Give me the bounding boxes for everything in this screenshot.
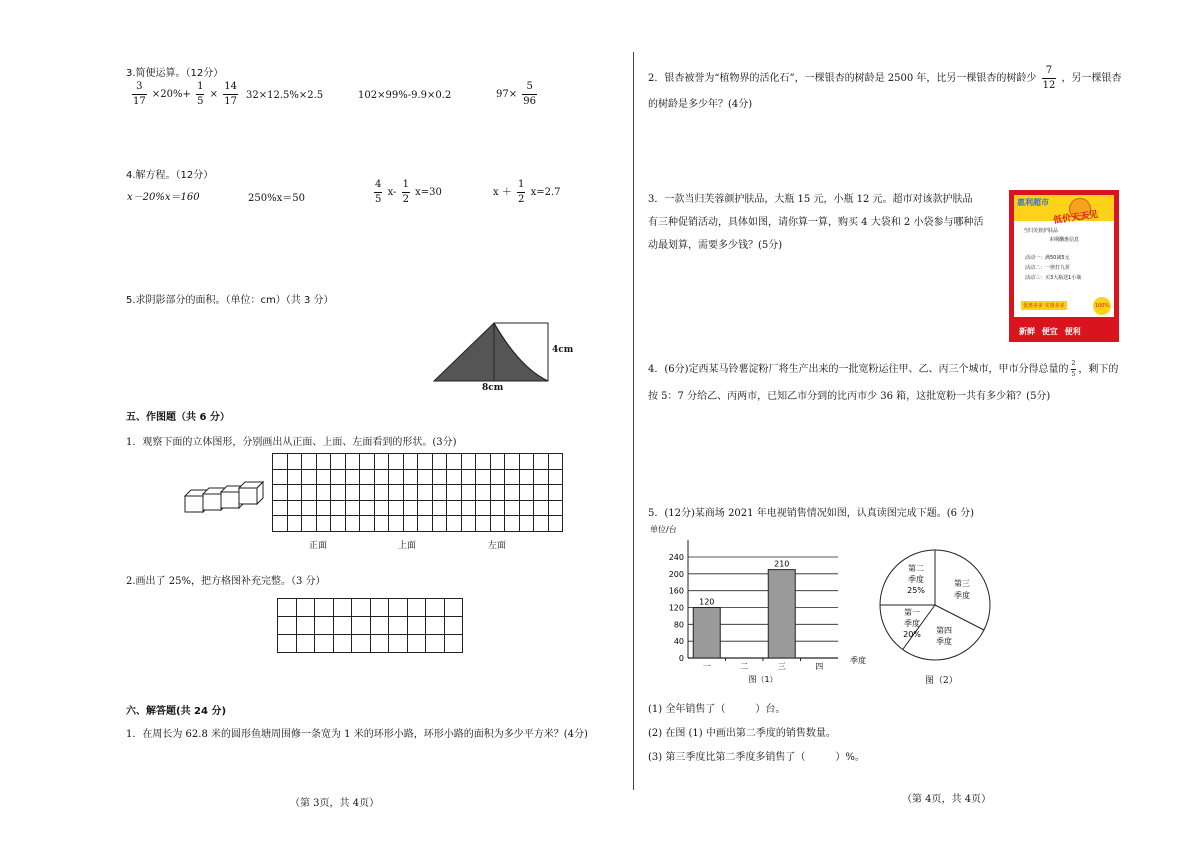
sec5-q2: 2.画出了 25%，把方格图补充完整。（3 分） [126,576,326,587]
grid-cell[interactable] [331,469,346,485]
chart-ytick-label: 80 [673,620,684,630]
grid-cell[interactable] [418,500,433,516]
section6-title: 六、解答题(共 24 分) [126,706,227,717]
grid-cell[interactable] [389,485,404,501]
grid-cell[interactable] [315,599,334,617]
grid-cell[interactable] [418,469,433,485]
grid-cell[interactable] [444,617,463,635]
grid-cell[interactable] [370,635,389,653]
grid-cell[interactable] [534,454,549,470]
grid-cell[interactable] [432,500,447,516]
grid-cell[interactable] [444,599,463,617]
pie-q2-l3: 25% [907,586,925,595]
grid-cell[interactable] [476,469,491,485]
q5-title: 5.求阴影部分的面积。（单位：cm）（共 3 分） [126,295,334,306]
pie-q4-l1: 第四 [936,626,952,635]
right-q4-line2: 按 5：7 分给乙、丙两市，已知乙市分到的比丙市少 36 箱，这批宽粉一共有多少箱？(5分) [648,391,1051,402]
grid-cell[interactable] [273,469,288,485]
grid-cell[interactable] [490,454,505,470]
grid-cell[interactable] [374,485,389,501]
grid-cell[interactable] [316,516,331,532]
grid-cell[interactable] [316,469,331,485]
poster-headline: 低价天天见 [1052,209,1099,227]
grid-cell[interactable] [333,617,352,635]
percent-grid[interactable] [277,598,463,653]
footer-page-3: （第 3页，共 4页） [290,798,380,809]
grid-cell[interactable] [278,635,297,653]
pie-q2-l2: 季度 [908,575,924,584]
grid-cell[interactable] [426,599,445,617]
grid-cell[interactable] [302,485,317,501]
pie-q1-l2: 季度 [904,619,920,628]
grid-cell[interactable] [519,500,534,516]
grid-cell[interactable] [273,454,288,470]
grid-cell[interactable] [548,454,563,470]
view-label-top: 上面 [398,541,417,551]
grid-cell[interactable] [374,454,389,470]
grid-cell[interactable] [360,485,375,501]
grid-cell[interactable] [461,469,476,485]
sec5-q1: 1．观察下面的立体图形，分别画出从正面、上面、左面看到的形状。(3分) [126,437,457,448]
grid-cell[interactable] [444,635,463,653]
grid-cell[interactable] [370,599,389,617]
grid-cell[interactable] [476,485,491,501]
grid-cell[interactable] [374,516,389,532]
grid-cell[interactable] [389,599,408,617]
poster-act3: 活动三：买3大瓶送1小瓶 [1025,275,1082,281]
chart-bar [693,608,720,659]
q4-eq-3: $\frac{4}{5}$ x- $\frac{1}{2}$ x=30 [375,179,442,205]
poster-act2: 活动二：一律打九折 [1025,265,1071,271]
grid-cell[interactable] [331,516,346,532]
poster-bottom: 新鲜 便宜 便利 [1019,327,1081,336]
grid-cell[interactable] [296,599,315,617]
grid-cell[interactable] [389,635,408,653]
q3-expr-3: 102×99%-9.9×0.2 [358,90,452,101]
right-q5-s2: (2) 在图 (1) 中画出第二季度的销售数量。 [648,728,836,739]
grid-cell[interactable] [315,635,334,653]
grid-cell[interactable] [519,516,534,532]
grid-cell[interactable] [316,454,331,470]
grid-cell[interactable] [490,500,505,516]
grid-cell[interactable] [418,516,433,532]
q4-eq-2: 250%x＝50 [248,193,305,204]
view-label-left: 左面 [488,541,507,551]
grid-cell[interactable] [389,516,404,532]
q3-expr-1: $\frac{3}{17}$ ×20%+ $\frac{1}{5}$ × $\frac{14}{17}$ [133,81,237,107]
chart-ytick-label: 120 [668,603,684,613]
grid-cell[interactable] [296,635,315,653]
chart-ylabel: 单位/台 [650,525,677,534]
grid-cell[interactable] [389,469,404,485]
q3-title: 3.简便运算。（12分） [126,68,224,79]
grid-cell[interactable] [403,485,418,501]
grid-cell[interactable] [360,516,375,532]
chart-category-label: 一 [702,662,711,671]
bar-chart [648,520,878,690]
grid-cell[interactable] [505,516,520,532]
chart-category-label: 二 [740,662,749,671]
view-label-front: 正面 [309,541,328,551]
grid-cell[interactable] [345,485,360,501]
chart-bar [768,570,795,658]
grid-cell[interactable] [403,469,418,485]
grid-cell[interactable] [407,617,426,635]
grid-cell[interactable] [447,500,462,516]
grid-cell[interactable] [316,500,331,516]
right-q3-line3: 动最划算，需要多少钱？(5分) [648,240,783,251]
cube-solid-figure [182,478,270,516]
grid-cell[interactable] [447,469,462,485]
grid-cell[interactable] [345,469,360,485]
grid-cell[interactable] [273,485,288,501]
grid-cell[interactable] [505,500,520,516]
section5-title: 五、作图题（共 6 分） [126,412,230,423]
grid-cell[interactable] [519,469,534,485]
chart-data-label: 120 [699,597,715,607]
grid-cell[interactable] [273,500,288,516]
grid-cell[interactable] [403,454,418,470]
grid-cell[interactable] [534,485,549,501]
grid-cell[interactable] [331,500,346,516]
grid-cell[interactable] [403,516,418,532]
pie-q1-l3: 20% [903,630,921,639]
grid-cell[interactable] [476,500,491,516]
grid-cell[interactable] [548,469,563,485]
grid-cell[interactable] [331,454,346,470]
right-q5-s3: (3) 第三季度比第二季度多销售了（ ）%。 [648,752,865,763]
grid-cell[interactable] [447,454,462,470]
grid-cell[interactable] [278,599,297,617]
chart-ytick-label: 0 [678,654,684,663]
q3-expr-2: 32×12.5%×2.5 [246,90,324,101]
grid-cell[interactable] [331,485,346,501]
pie-q3-l2: 季度 [954,591,970,600]
grid-cell[interactable] [548,500,563,516]
grid-cell[interactable] [316,485,331,501]
grid-cell[interactable] [370,617,389,635]
grid-cell[interactable] [389,500,404,516]
grid-cell[interactable] [426,617,445,635]
right-q3-line2: 有三种促销活动，具体如图，请你算一算，购买 4 大袋和 2 小袋参与哪种活 [648,217,984,228]
fig2-caption: 图（2） [925,676,958,686]
grid-cell[interactable] [476,454,491,470]
chart-data-label: 210 [774,559,790,569]
pie-chart [878,548,998,666]
label-4cm: 4cm [552,345,574,355]
grid-cell[interactable] [548,485,563,501]
grid-cell[interactable] [389,617,408,635]
q4-eq-1: x－20%x＝160 [127,192,200,203]
grid-cell[interactable] [534,500,549,516]
grid-cell[interactable] [273,516,288,532]
grid-cell[interactable] [302,516,317,532]
grid-cell[interactable] [287,485,302,501]
right-q2-line1: 2．银杏被誉为“植物界的活化石”，一棵银杏的树龄是 2500 年，比另一棵银杏的树龄少 $\frac{7}{12}$ ，另一棵银杏 [648,65,1122,91]
chart-category-label: 三 [777,662,786,671]
chart-ytick-label: 240 [668,553,684,562]
grid-cell[interactable] [426,635,445,653]
grid-cell[interactable] [534,469,549,485]
grid-cell[interactable] [403,500,418,516]
grid-cell[interactable] [548,516,563,532]
pie-q3-l1: 第三 [954,579,970,588]
shaded-region [434,323,548,381]
grid-cell[interactable] [333,635,352,653]
fig1-caption: 图（1） [748,675,778,684]
footer-page-4: （第 4页，共 4页） [902,794,992,805]
grid-cell[interactable] [447,516,462,532]
grid-cell[interactable] [333,599,352,617]
q3-expr-4: 97× $\frac{5}{96}$ [496,81,537,107]
grid-cell[interactable] [287,469,302,485]
grid-cell[interactable] [315,617,334,635]
grid-cell[interactable] [360,454,375,470]
chart-category-label: 四 [815,662,824,671]
grid-cell[interactable] [490,469,505,485]
grid-cell[interactable] [389,454,404,470]
pie-q2-l1: 第二 [908,564,924,573]
poster-badge: 100% [1093,297,1111,315]
grid-cell[interactable] [432,485,447,501]
drawing-grid[interactable] [272,453,563,532]
poster-sub2: 本期酬惠信息 [1049,237,1080,243]
poster-stamp: 优惠多多 实惠多多 [1023,303,1065,309]
grid-cell[interactable] [374,469,389,485]
chart-xlabel: 季度 [850,656,866,665]
grid-cell[interactable] [302,500,317,516]
pie-q4-l2: 季度 [936,637,952,646]
poster-sub1: 当归芙蓉护肤品 [1023,228,1059,234]
poster-act1: 活动一：满50减5元 [1025,255,1070,261]
grid-cell[interactable] [476,516,491,532]
label-8cm: 8cm [482,383,504,393]
grid-cell[interactable] [360,500,375,516]
grid-cell[interactable] [418,454,433,470]
grid-cell[interactable] [352,617,371,635]
pie-q1-l1: 第一 [904,608,920,617]
grid-cell[interactable] [505,454,520,470]
grid-cell[interactable] [345,516,360,532]
grid-cell[interactable] [519,485,534,501]
grid-cell[interactable] [345,454,360,470]
promo-poster [1009,190,1119,342]
grid-cell[interactable] [352,599,371,617]
sec6-q1: 1．在周长为 62.8 米的圆形鱼塘周围修一条宽为 1 米的环形小路，环形小路的面积为多少平方米？(4分) [126,729,588,740]
grid-cell[interactable] [302,454,317,470]
grid-cell[interactable] [461,454,476,470]
grid-cell[interactable] [534,516,549,532]
grid-cell[interactable] [461,516,476,532]
grid-cell[interactable] [287,516,302,532]
grid-cell[interactable] [432,469,447,485]
grid-cell[interactable] [407,599,426,617]
grid-cell[interactable] [287,454,302,470]
grid-cell[interactable] [374,500,389,516]
grid-cell[interactable] [345,500,360,516]
right-q2-line2: 的树龄是多少年？(4分) [648,99,753,110]
grid-cell[interactable] [278,617,297,635]
grid-cell[interactable] [447,485,462,501]
grid-cell[interactable] [407,635,426,653]
grid-cell[interactable] [490,516,505,532]
grid-cell[interactable] [432,454,447,470]
poster-banner: 惠利超市 [1017,198,1049,207]
right-q3-line1: 3．一款当归芙蓉颜护肤品，大瓶 15 元，小瓶 12 元。超市对该款护肤品 [648,194,973,205]
grid-cell[interactable] [296,617,315,635]
grid-cell[interactable] [505,485,520,501]
q4-eq-4: x ＋ $\frac{1}{2}$ x=2.7 [493,179,561,205]
grid-cell[interactable] [461,500,476,516]
right-q5-title: 5．(12分)某商场 2021 年电视销售情况如图，认真读图完成下题。(6 分) [648,508,975,519]
page-divider [633,52,634,790]
grid-cell[interactable] [519,454,534,470]
grid-cell[interactable] [287,500,302,516]
right-q5-s1: (1) 全年销售了（ ）台。 [648,704,786,715]
grid-cell[interactable] [505,469,520,485]
grid-cell[interactable] [352,635,371,653]
right-q4-line1: 4．(6分)定西某马铃薯淀粉厂将生产出来的一批宽粉运往甲、乙、丙三个城市，甲市分得总量的 $\frac{2}{5}$ ，剩下的 [648,360,1119,378]
chart-ytick-label: 200 [668,569,684,579]
grid-cell[interactable] [432,516,447,532]
q4-title: 4.解方程。（12分） [126,170,214,181]
grid-cell[interactable] [490,485,505,501]
grid-cell[interactable] [418,485,433,501]
chart-ytick-label: 40 [673,637,684,647]
grid-cell[interactable] [461,485,476,501]
grid-cell[interactable] [360,469,375,485]
grid-cell[interactable] [302,469,317,485]
chart-ytick-label: 160 [668,586,684,596]
